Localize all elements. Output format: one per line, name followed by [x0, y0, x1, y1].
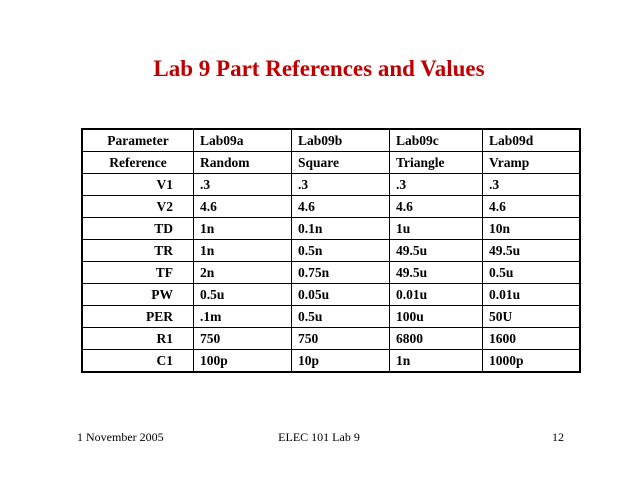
footer-course: ELEC 101 Lab 9 — [278, 430, 360, 444]
table-row — [82, 328, 580, 350]
table-row — [82, 284, 580, 306]
value-cell: Vramp — [483, 152, 581, 174]
value-cell: 6800 — [390, 328, 483, 350]
value-cell: 4.6 — [292, 196, 390, 218]
row-label-cell: TF — [82, 262, 194, 284]
table-header-row — [82, 129, 580, 152]
value-cell: 10p — [292, 350, 390, 373]
row-label-cell: C1 — [82, 350, 194, 373]
row-label-cell: V2 — [82, 196, 194, 218]
value-cell: 100u — [390, 306, 483, 328]
row-label-cell: TR — [82, 240, 194, 262]
table-row — [82, 350, 580, 373]
value-cell: Lab09a — [194, 129, 292, 152]
value-cell: 750 — [194, 328, 292, 350]
value-cell: Lab09b — [292, 129, 390, 152]
row-label-cell: PER — [82, 306, 194, 328]
value-cell: Lab09c — [390, 129, 483, 152]
footer-page-number: 12 — [552, 430, 564, 444]
value-cell: 1n — [194, 240, 292, 262]
value-cell: 750 — [292, 328, 390, 350]
parameter-table-container — [81, 128, 581, 373]
value-cell: .3 — [292, 174, 390, 196]
table-body — [82, 129, 580, 372]
value-cell: Square — [292, 152, 390, 174]
value-cell: 4.6 — [483, 196, 581, 218]
row-label-cell: PW — [82, 284, 194, 306]
value-cell: 0.5u — [483, 262, 581, 284]
value-cell: 0.5n — [292, 240, 390, 262]
value-cell: 1600 — [483, 328, 581, 350]
table-row — [82, 240, 580, 262]
value-cell: 1000p — [483, 350, 581, 373]
value-cell: 49.5u — [390, 240, 483, 262]
value-cell: 4.6 — [194, 196, 292, 218]
table-row — [82, 196, 580, 218]
row-label-cell: Parameter — [82, 129, 194, 152]
value-cell: .3 — [194, 174, 292, 196]
value-cell: 49.5u — [483, 240, 581, 262]
value-cell: Lab09d — [483, 129, 581, 152]
value-cell: 0.1n — [292, 218, 390, 240]
row-label-cell: Reference — [82, 152, 194, 174]
row-label-cell: V1 — [82, 174, 194, 196]
parameter-table — [81, 128, 581, 373]
row-label-cell: TD — [82, 218, 194, 240]
value-cell: 0.5u — [292, 306, 390, 328]
value-cell: 0.05u — [292, 284, 390, 306]
value-cell: 49.5u — [390, 262, 483, 284]
value-cell: 1n — [194, 218, 292, 240]
value-cell: .3 — [483, 174, 581, 196]
table-row — [82, 306, 580, 328]
table-row — [82, 174, 580, 196]
value-cell: 50U — [483, 306, 581, 328]
table-row — [82, 262, 580, 284]
value-cell: 10n — [483, 218, 581, 240]
value-cell: 2n — [194, 262, 292, 284]
value-cell: 1u — [390, 218, 483, 240]
value-cell: 1n — [390, 350, 483, 373]
value-cell: 100p — [194, 350, 292, 373]
value-cell: Triangle — [390, 152, 483, 174]
row-label-cell: R1 — [82, 328, 194, 350]
value-cell: 0.75n — [292, 262, 390, 284]
footer-date: 1 November 2005 — [77, 430, 164, 444]
value-cell: 0.01u — [390, 284, 483, 306]
value-cell: .1m — [194, 306, 292, 328]
slide-title: Lab 9 Part References and Values — [153, 56, 485, 81]
value-cell: Random — [194, 152, 292, 174]
value-cell: 4.6 — [390, 196, 483, 218]
table-row — [82, 152, 580, 174]
value-cell: 0.01u — [483, 284, 581, 306]
value-cell: .3 — [390, 174, 483, 196]
table-row — [82, 218, 580, 240]
value-cell: 0.5u — [194, 284, 292, 306]
